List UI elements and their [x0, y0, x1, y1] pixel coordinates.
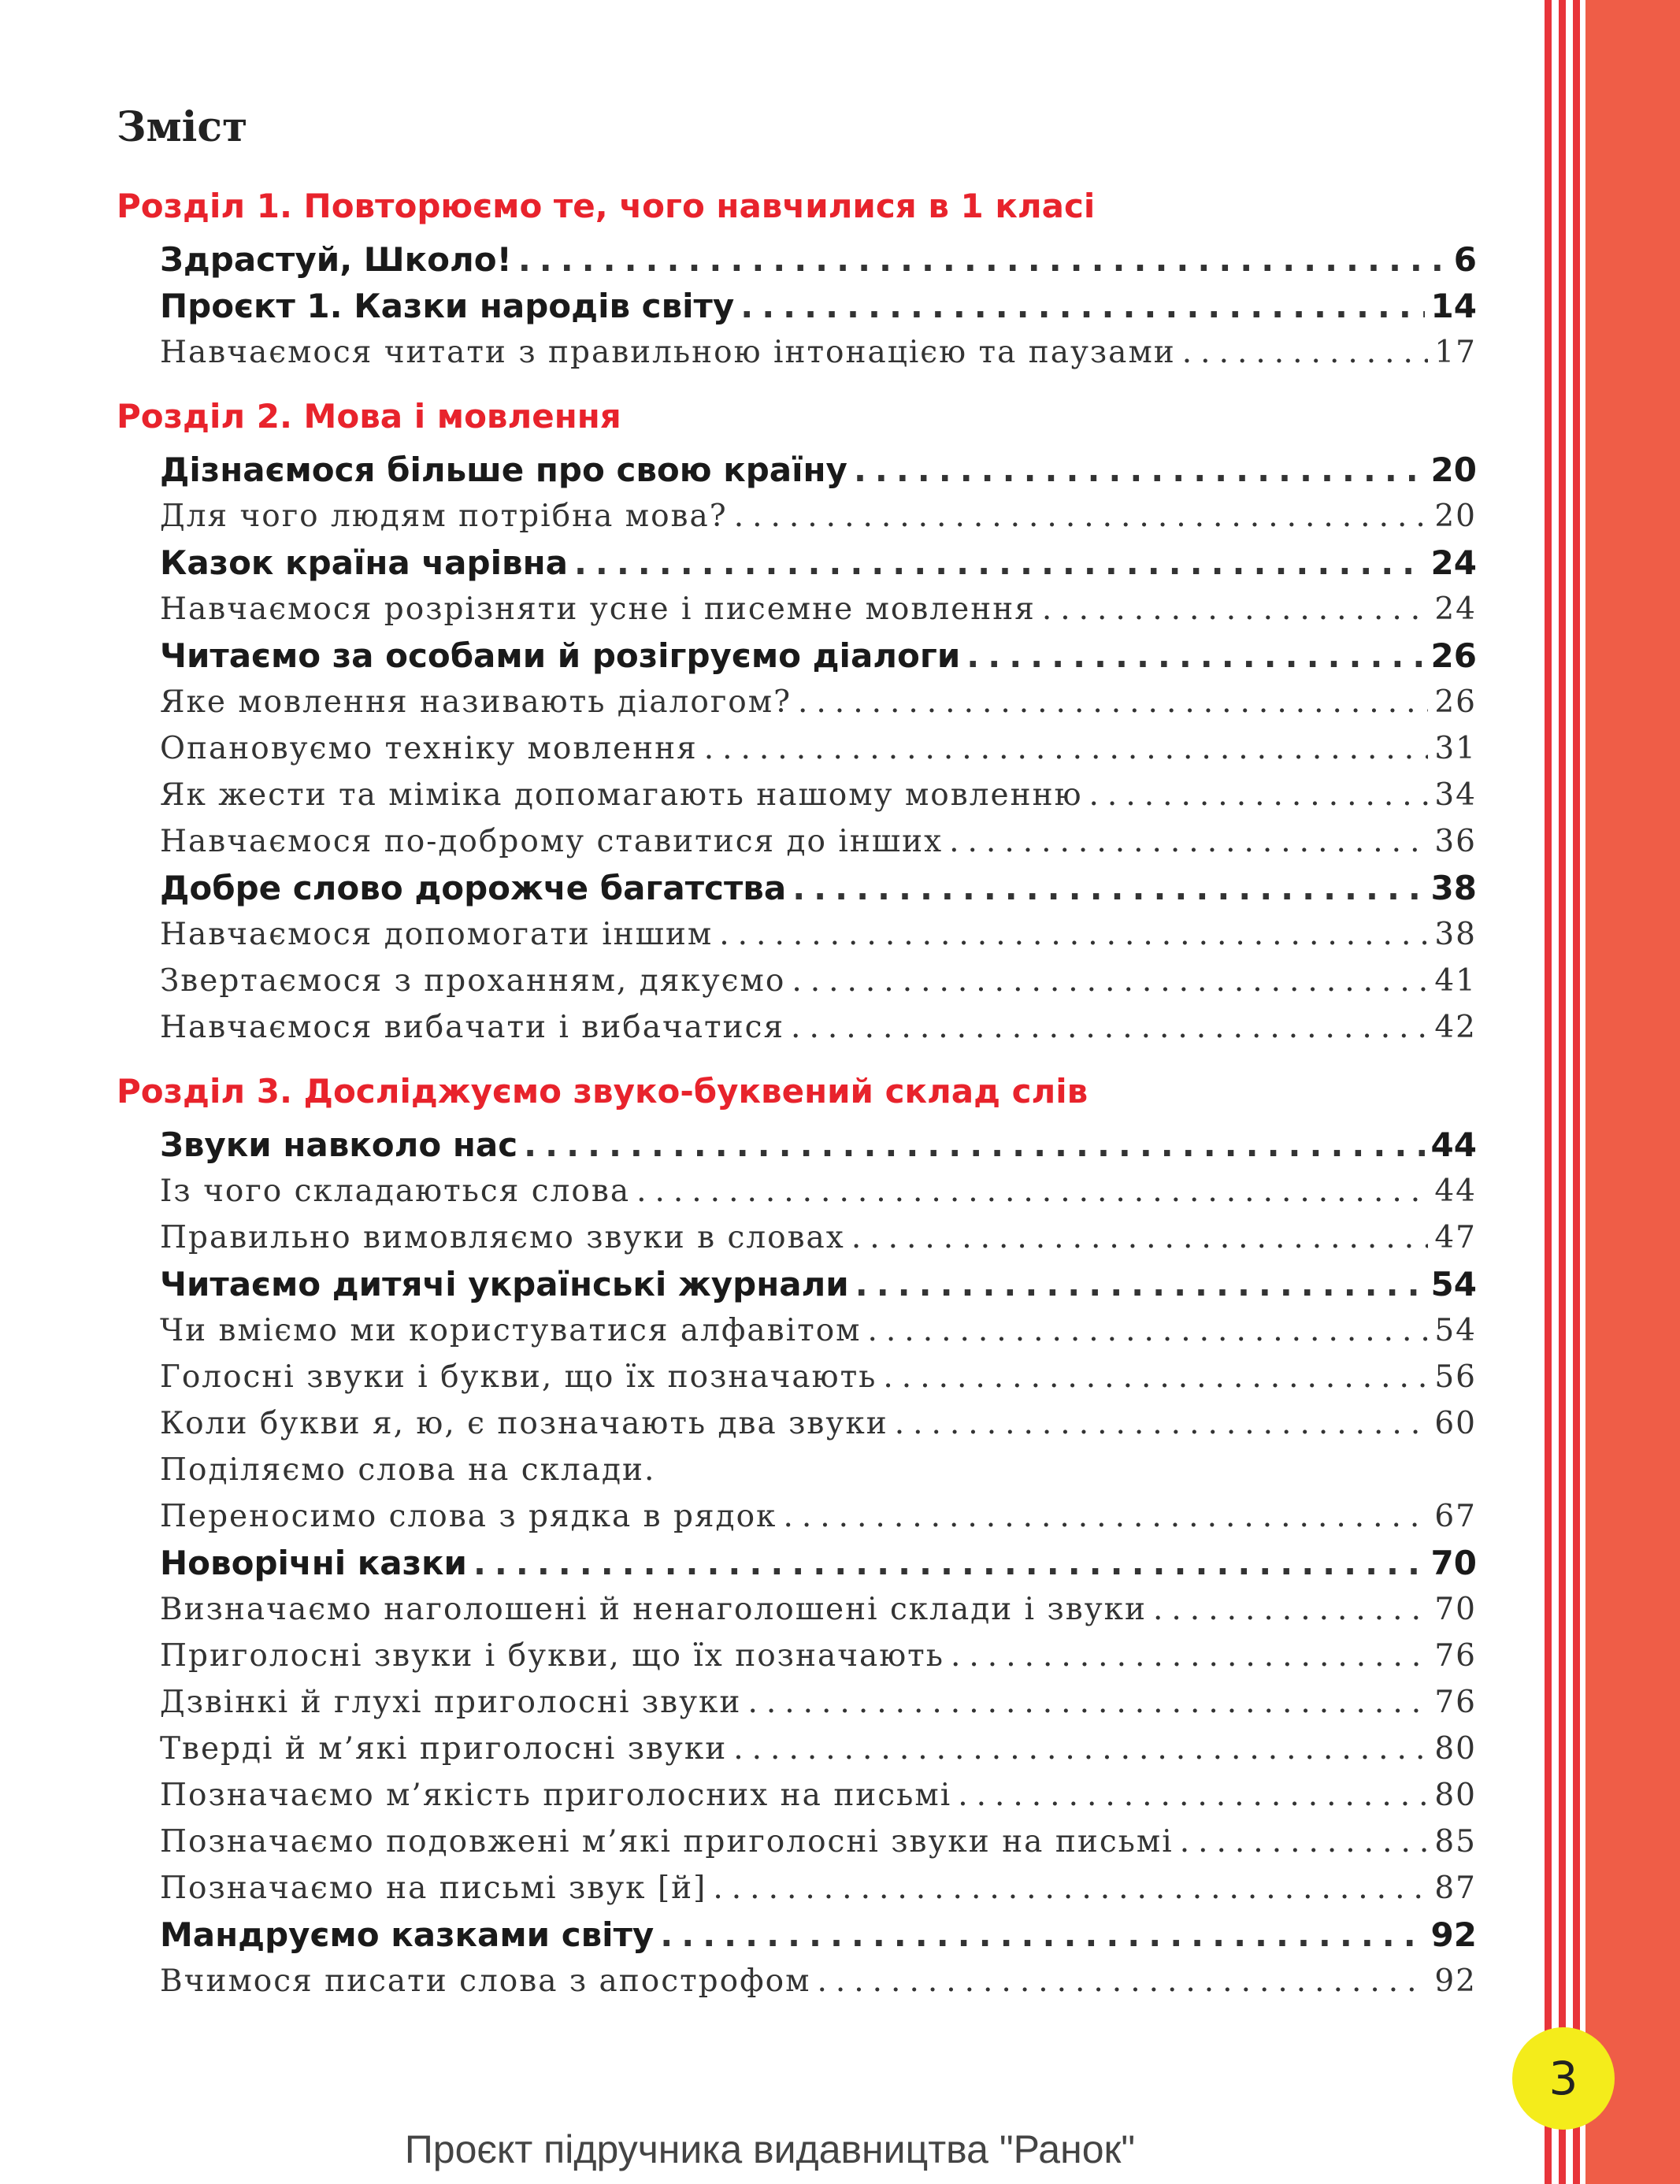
toc-entry[interactable]: [117, 1122, 1477, 1168]
toc-entry[interactable]: [117, 1261, 1477, 1307]
entry-page: 14: [1430, 287, 1477, 325]
toc-title: Зміст: [117, 103, 248, 151]
entry-page: 41: [1434, 963, 1477, 999]
entry-page: 76: [1434, 1685, 1477, 1720]
entry-page: 20: [1434, 499, 1477, 534]
toc-entry[interactable]: [117, 447, 1477, 493]
section-1: [117, 181, 1477, 376]
entry-title: Чи вміємо ми користуватися алфавітом: [160, 1313, 862, 1348]
entry-title: Вчимося писати слова з апострофом: [160, 1963, 811, 1999]
entry-page: 26: [1434, 684, 1477, 720]
toc-entry[interactable]: [117, 1586, 1477, 1633]
entry-page: 92: [1430, 1915, 1477, 1954]
toc-entry[interactable]: [117, 1726, 1477, 1772]
toc-entry[interactable]: [117, 1772, 1477, 1819]
toc-entry[interactable]: [117, 1400, 1477, 1447]
toc-entry[interactable]: [117, 586, 1477, 632]
page-number-badge: 3: [1512, 2027, 1615, 2130]
toc-entry[interactable]: [117, 1004, 1477, 1051]
toc-entry[interactable]: [117, 540, 1477, 586]
entry-page: 60: [1434, 1406, 1477, 1441]
entry-title: Новорічні казки: [160, 1544, 467, 1582]
toc-entry[interactable]: [117, 632, 1477, 679]
entry-page: 20: [1430, 451, 1477, 489]
entry-page: 70: [1430, 1544, 1477, 1582]
entry-title: Добре слово дорожче багатства: [160, 869, 787, 907]
entry-title: Приголосні звуки і букви, що їх позначають: [160, 1638, 944, 1674]
entry-title: Коли букви я, ю, є позначають два звуки: [160, 1406, 888, 1441]
entry-title: Навчаємося вибачати і вибачатися: [160, 1010, 785, 1045]
toc-entry[interactable]: [117, 911, 1477, 958]
entry-title: Навчаємося допомогати іншим: [160, 917, 714, 952]
entry-title: Читаємо за особами й розігруємо діалоги: [160, 636, 961, 675]
toc-entry[interactable]: [117, 1354, 1477, 1400]
entry-title: Казок країна чарівна: [160, 543, 568, 582]
section-2: [117, 391, 1477, 1051]
entry-title: Мандруємо казками світу: [160, 1915, 655, 1954]
entry-title: Із чого складаються слова: [160, 1174, 631, 1209]
entry-title: Як жести та міміка допомагають нашому мовленню: [160, 777, 1083, 813]
toc-entry[interactable]: [117, 1819, 1477, 1865]
toc-entry[interactable]: [117, 679, 1477, 725]
toc-entry[interactable]: [117, 1865, 1477, 1911]
entry-title: Дізнаємося більше про свою країну: [160, 451, 847, 489]
entry-page: 38: [1430, 869, 1477, 907]
side-decorative-band: [1540, 0, 1680, 2184]
toc-entry[interactable]: [117, 1307, 1477, 1354]
entry-page: 80: [1434, 1778, 1477, 1813]
entry-title: Тверді й м’які приголосні звуки: [160, 1731, 728, 1767]
entry-title: Навчаємося читати з правильною інтонацією та паузами: [160, 335, 1176, 370]
footer-note: Проєкт підручника видавництва "Ранок": [404, 2127, 1136, 2171]
entry-title: Здрастуй, Школо!: [160, 240, 512, 279]
entry-title: Позначаємо на письмі звук [й]: [160, 1871, 707, 1906]
entry-title: Навчаємося розрізняти усне і писемне мовлення: [160, 591, 1036, 627]
section-heading: Розділ 3. Досліджуємо звуко-буквений склад слів: [117, 1072, 1088, 1111]
entry-page: 87: [1434, 1871, 1477, 1906]
entry-page: 67: [1434, 1499, 1477, 1534]
toc-entry[interactable]: [117, 1540, 1477, 1586]
toc-sections: [117, 181, 1477, 2004]
toc-entry[interactable]: [117, 958, 1477, 1004]
toc-entry[interactable]: [117, 1958, 1477, 2004]
entry-page: 54: [1434, 1313, 1477, 1348]
entry-page: 24: [1434, 591, 1477, 627]
toc-entry[interactable]: [117, 725, 1477, 772]
toc-entry[interactable]: [117, 1168, 1477, 1214]
entry-title: Визначаємо наголошені й ненаголошені склади і звуки: [160, 1592, 1148, 1627]
entry-title: Правильно вимовляємо звуки в словах: [160, 1220, 845, 1255]
toc-entry[interactable]: [117, 772, 1477, 818]
toc-entry[interactable]: [117, 1911, 1477, 1958]
entry-page: 85: [1434, 1824, 1477, 1860]
toc-entry[interactable]: [117, 1447, 1477, 1493]
entry-title: Яке мовлення називають діалогом?: [160, 684, 792, 720]
entry-page: 26: [1430, 636, 1477, 675]
table-of-contents: [117, 102, 1477, 2004]
entry-page: 76: [1434, 1638, 1477, 1674]
entry-page: 38: [1434, 917, 1477, 952]
entry-title: Для чого людям потрібна мова?: [160, 499, 728, 534]
entry-title: Навчаємося по-доброму ставитися до інших: [160, 824, 944, 859]
entry-page: 17: [1434, 335, 1477, 370]
entry-title: Дзвінкі й глухі приголосні звуки: [160, 1685, 742, 1720]
entry-page: 34: [1434, 777, 1477, 813]
toc-entry[interactable]: [117, 1633, 1477, 1679]
entry-page: 24: [1430, 543, 1477, 582]
entry-title: Опановуємо техніку мовлення: [160, 731, 698, 766]
entry-page: 47: [1434, 1220, 1477, 1255]
toc-entry[interactable]: [117, 818, 1477, 865]
entry-title: Позначаємо подовжені м’які приголосні звуки на письмі: [160, 1824, 1174, 1860]
section-3: [117, 1066, 1477, 2004]
toc-entry[interactable]: [117, 493, 1477, 540]
entry-title: Звертаємося з проханням, дякуємо: [160, 963, 786, 999]
toc-entry[interactable]: [117, 1679, 1477, 1726]
entry-title: Переносимо слова з рядка в рядок: [160, 1499, 777, 1534]
entry-page: 92: [1434, 1963, 1477, 1999]
section-heading: Розділ 2. Мова і мовлення: [117, 397, 621, 436]
entry-title: Проєкт 1. Казки народів світу: [160, 287, 735, 325]
entry-page: 42: [1434, 1010, 1477, 1045]
section-heading: Розділ 1. Повторюємо те, чого навчилися в 1 класі: [117, 187, 1096, 225]
entry-page: 70: [1434, 1592, 1477, 1627]
entry-page: 44: [1434, 1174, 1477, 1209]
toc-entry[interactable]: [117, 1493, 1477, 1540]
toc-entry[interactable]: [117, 865, 1477, 911]
entry-title: Поділяємо слова на склади.: [160, 1452, 656, 1488]
entry-page: 56: [1434, 1359, 1477, 1395]
entry-title: Позначаємо м’якість приголосних на письмі: [160, 1778, 952, 1813]
toc-entry[interactable]: [117, 1214, 1477, 1261]
entry-page: 44: [1430, 1125, 1477, 1164]
entry-title: Звуки навколо нас: [160, 1125, 518, 1164]
entry-title: Читаємо дитячі українські журнали: [160, 1265, 849, 1303]
entry-page: 36: [1434, 824, 1477, 859]
toc-entry[interactable]: [117, 329, 1477, 376]
entry-page: 31: [1434, 731, 1477, 766]
entry-title: Голосні звуки і букви, що їх позначають: [160, 1359, 877, 1395]
toc-entry[interactable]: [117, 236, 1477, 283]
entry-page: 80: [1434, 1731, 1477, 1767]
entry-page: 54: [1430, 1265, 1477, 1303]
toc-entry[interactable]: [117, 283, 1477, 329]
entry-page: 6: [1453, 240, 1477, 279]
